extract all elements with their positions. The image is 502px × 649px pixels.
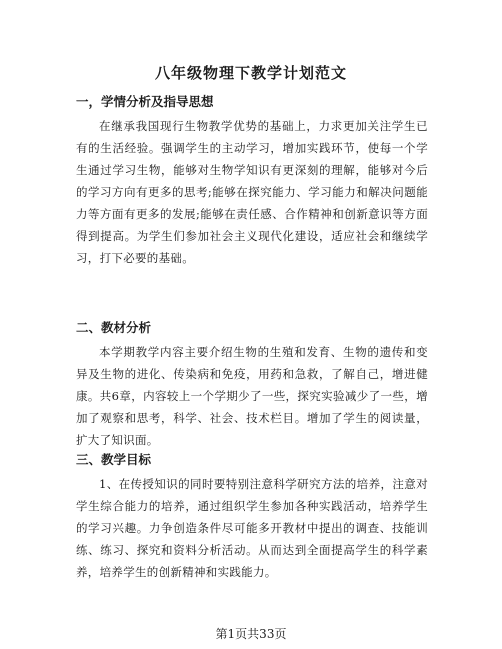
page-number-footer: 第1页共33页 — [215, 627, 287, 641]
section-heading-1: 一，学情分析及指导思想 — [76, 94, 214, 109]
section-1-paragraph: 在继承我国现行生物教学优势的基础上，力求更加关注学生已有的生活经验。强调学生的主动学习，增加实践环节，使每一个学生通过学习生物，能够对生物学知识有更深刻的理解，能够对今后的学习方向有更多的思考;能够在探究能力、学习能力和解决问题能力等方面有更多的发展;能够在责任感、合作精神和创新意识等方面得到提高。为学生们参加社会主义现代化建设，适应社会和继续学习，打下必要的基础。 — [76, 119, 428, 265]
section-3-paragraph: 1、在传授知识的同时要特别注意科学研究方法的培养，注意对学生综合能力的培养，通过组织学生参加各种实践活动，培养学生的学习兴趣。力争创造条件尽可能多开教材中提出的调查、技能训练、练习、探究和资料分析活动。从而达到全面提高学生的科学素养，培养学生的创新精神和实践能力。 — [76, 477, 428, 579]
section-2-paragraph: 本学期教学内容主要介绍生物的生殖和发育、生物的遗传和变异及生物的进化、传染病和免疫，用药和急救，了解自己，增进健康。共6章，内容较上一个学期少了一些，探究实验减少了一些，增加了观察和思考，科学、社会、技术栏目。增加了学生的阅读量，扩大了知识面。 — [76, 345, 428, 447]
section-heading-3: 三、教学目标 — [76, 452, 152, 467]
section-heading-2: 二、教材分析 — [76, 320, 152, 335]
page-title: 八年级物理下教学计划范文 — [154, 64, 347, 82]
